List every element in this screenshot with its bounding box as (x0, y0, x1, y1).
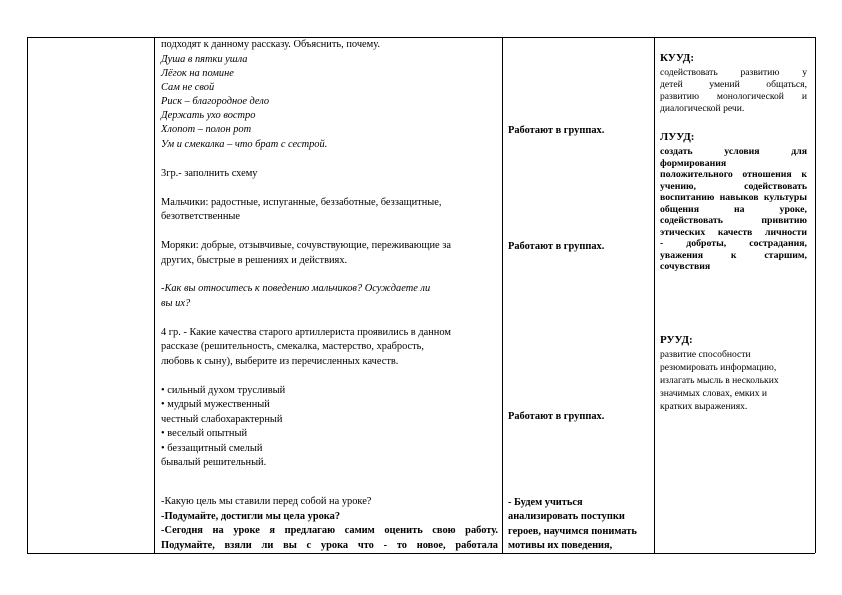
goal-question: -Какую цель мы ставили перед собой на уроке? (161, 496, 372, 507)
quality-item: честный слабохарактерный (161, 414, 283, 425)
activity-label: Работают в группах. (508, 125, 605, 136)
group3-task: 3гр.- заполнить схему (161, 168, 258, 179)
outcome-line: - Будем учиться (508, 497, 583, 508)
column-divider-2 (502, 37, 503, 553)
quality-item: • беззащитный смелый (161, 443, 263, 454)
column-divider-1 (154, 37, 155, 553)
ruud-line: значимых словах, емких и (660, 388, 768, 399)
group4-line: рассказе (решительность, смекалка, мастерство, храбрость, (161, 341, 425, 352)
question-line: -Как вы относитесь к поведению мальчиков? Осуждаете ли (161, 283, 431, 294)
ruud-line: резюмировать информацию, (660, 362, 777, 373)
luud-line: учению, содействовать (660, 181, 807, 192)
quality-item: • сильный духом трусливый (161, 385, 286, 396)
group4-line: 4 гр. - Какие качества старого артиллериста проявились в данном (161, 327, 451, 338)
luud-line: содействовать привитию (660, 215, 807, 226)
sailors-line: Моряки: добрые, отзывчивые, сочувствующие, переживающие за (161, 240, 451, 251)
kuud-line: детей умений общаться, (660, 79, 807, 90)
luud-line: общения на уроке, (660, 204, 807, 215)
luud-line: сочувствия (660, 261, 711, 272)
outcome-line: героев, научимся понимать (508, 526, 637, 537)
idiom-item: Риск – благородное дело (161, 96, 270, 107)
activity-label: Работают в группах. (508, 241, 605, 252)
kuud-title: КУУД: (660, 52, 695, 64)
think-question: -Подумайте, достигли мы цела урока? (161, 511, 341, 522)
boys-line: Мальчики: радостные, испуганные, беззаботные, беззащитные, (161, 197, 442, 208)
outcome-line: мотивы их поведения, (508, 540, 613, 551)
ruud-title: РУУД: (660, 334, 693, 346)
idiom-item: Лёгок на помине (161, 68, 234, 79)
kuud-line: развитию монологической и (660, 91, 807, 102)
quality-item: • мудрый мужественный (161, 399, 270, 410)
sailors-line: других, быстрые в решениях и действиях. (161, 255, 348, 266)
today-line: -Сегодня на уроке я предлагаю самим оценить свою работу. (161, 525, 498, 536)
luud-line: - доброты, сострадания, (660, 238, 807, 249)
idiom-item: Душа в пятки ушла (161, 54, 248, 65)
intro-line: подходят к данному рассказу. Объяснить, почему. (161, 39, 380, 50)
ruud-line: развитие способности (660, 349, 751, 360)
luud-line: формирования (660, 158, 727, 169)
table-top-border (27, 37, 815, 38)
table-bottom-border (27, 553, 815, 554)
boys-line: безответственные (161, 211, 240, 222)
table-right-border (815, 37, 816, 553)
luud-line: уважения к старшим, (660, 250, 807, 261)
outcome-line: анализировать поступки (508, 511, 625, 522)
activity-label: Работают в группах. (508, 411, 605, 422)
kuud-line: содействовать развитию у (660, 67, 807, 78)
question-line: вы их? (161, 298, 191, 309)
luud-title: ЛУУД: (660, 131, 695, 143)
ruud-line: кратких выражениях. (660, 401, 748, 412)
idiom-item: Держать ухо востро (161, 110, 256, 121)
kuud-line: диалогической речи. (660, 103, 745, 114)
idiom-item: Хлопот – полон рот (161, 124, 252, 135)
idiom-item: Ум и смекалка – что брат с сестрой. (161, 139, 328, 150)
luud-line: положительного отношения к (660, 169, 807, 180)
table-left-border (27, 37, 28, 553)
group4-line: любовь к сыну), выберите из перечисленных качеств. (161, 356, 399, 367)
quality-item: бывалый решительный. (161, 457, 267, 468)
luud-line: воспитанию навыков культуры (660, 192, 807, 203)
today-line: Подумайте, взяли ли вы с урока что - то новое, работала (161, 540, 498, 551)
ruud-line: излагать мысль в нескольких (660, 375, 779, 386)
idiom-item: Сам не свой (161, 82, 215, 93)
luud-line: создать условия для (660, 146, 807, 157)
luud-line: этических качеств личности (660, 227, 807, 238)
column-divider-3 (654, 37, 655, 553)
quality-item: • веселый опытный (161, 428, 248, 439)
